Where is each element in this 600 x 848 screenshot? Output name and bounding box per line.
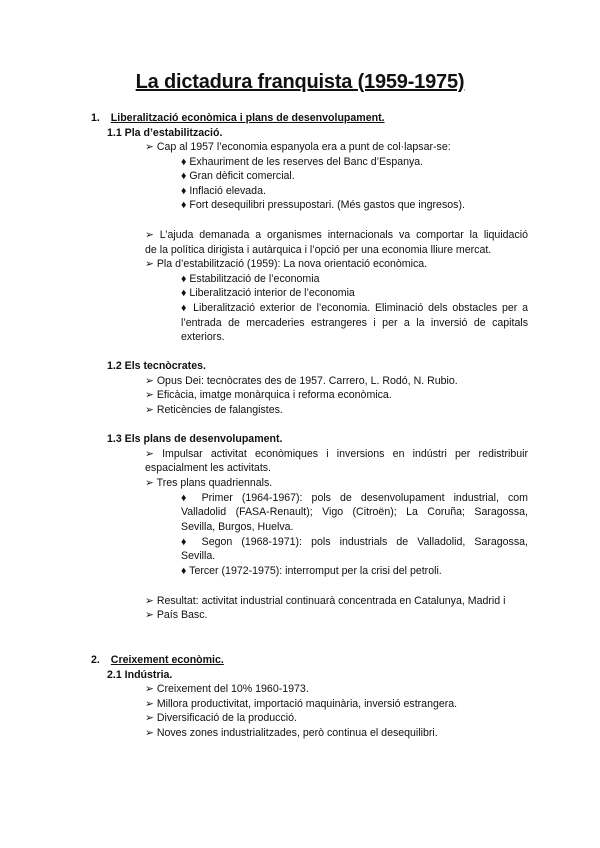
bullet-international-aid-line2: de la política dirigista i autàrquica i l’opció per una economia lliure mercat. bbox=[145, 244, 492, 256]
bullet-international-aid-line1: ➢ L’ajuda demanada a organismes internacionals va comportar la liquidació bbox=[145, 229, 528, 241]
sub-bullet: ♦ Tercer (1972-1975): interromput per la crisi del petroli. bbox=[181, 565, 442, 577]
bullet: ➢ Reticències de falangistes. bbox=[145, 404, 283, 416]
sub-bullet: ♦ Inflació elevada. bbox=[181, 185, 266, 197]
subsection-2-1-heading: 2.1 Indústria. bbox=[107, 669, 173, 681]
bullet: ➢ Diversificació de la producció. bbox=[145, 712, 297, 724]
sub-bullet: ♦ Gran dèficit comercial. bbox=[181, 170, 295, 182]
section-2-number: 2. bbox=[91, 654, 100, 666]
sub-bullet-line2: Valladolid (FASA-Renault); Vigo (Citroën); La Coruña; Saragossa, bbox=[181, 506, 528, 518]
sub-bullet: ♦ Estabilització de l’economia bbox=[181, 273, 320, 285]
subsection-1-3-heading: 1.3 Els plans de desenvolupament. bbox=[107, 433, 283, 445]
bullet: ➢ Noves zones industrialitzades, però continua el desequilibri. bbox=[145, 727, 438, 739]
bullet-line2: espacialment les activitats. bbox=[145, 462, 272, 474]
sub-bullet-line2: Sevilla. bbox=[181, 550, 216, 562]
bullet-stabilization-plan: ➢ Pla d’estabilització (1959): La nova orientació econòmica. bbox=[145, 258, 428, 270]
bullet: ➢ Eficàcia, imatge monàrquica i reforma econòmica. bbox=[145, 389, 392, 401]
bullet: ➢ Creixement del 10% 1960-1973. bbox=[145, 683, 309, 695]
section-2-title: Creixement econòmic. bbox=[110, 654, 224, 666]
section-1-title: Liberalització econòmica i plans de desenvolupament. bbox=[110, 112, 385, 124]
sub-bullet-line3: exteriors. bbox=[181, 331, 225, 343]
sub-bullet-line1: ♦ Primer (1964-1967): pols de desenvolupament industrial, com bbox=[181, 492, 528, 504]
subsection-1-1-heading: 1.1 Pla d’estabilització. bbox=[107, 127, 223, 139]
sub-bullet-line3: Sevilla, Burgos, Huelva. bbox=[181, 521, 294, 533]
sub-bullet: ♦ Fort desequilibri pressupostari. (Més gastos que ingresos). bbox=[181, 199, 465, 211]
sub-bullet: ♦ Liberalització interior de l’economia bbox=[181, 287, 355, 299]
section-1-heading bbox=[91, 111, 385, 126]
bullet: ➢ Tres plans quadriennals. bbox=[145, 477, 273, 489]
bullet: ➢ Millora productivitat, importació maquinària, inversió estrangera. bbox=[145, 698, 458, 710]
page-title: La dictadura franquista (1959-1975) bbox=[135, 71, 465, 93]
sub-bullet-line2: l’entrada de mercaderies estrangeres i per a la inversió de capitals bbox=[181, 317, 528, 329]
bullet-economy-collapse: ➢ Cap al 1957 l’economia espanyola era a punt de col·lapsar-se: bbox=[145, 141, 451, 153]
bullet-line1: ➢ Impulsar activitat econòmiques i inversions en indústri per redistribuir bbox=[145, 448, 528, 460]
section-2-heading bbox=[91, 653, 224, 668]
bullet: ➢ País Basc. bbox=[145, 609, 208, 621]
section-1-number: 1. bbox=[91, 112, 100, 124]
bullet: ➢ Opus Dei: tecnòcrates des de 1957. Carrero, L. Rodó, N. Rubio. bbox=[145, 375, 458, 387]
sub-bullet-line1: ♦ Liberalització exterior de l’economia. Eliminació dels obstacles per a bbox=[181, 302, 528, 314]
bullet: ➢ Resultat: activitat industrial continuarà concentrada en Catalunya, Madrid i bbox=[145, 595, 506, 607]
subsection-1-2-heading: 1.2 Els tecnòcrates. bbox=[107, 360, 206, 372]
sub-bullet-line1: ♦ Segon (1968-1971): pols industrials de Valladolid, Saragossa, bbox=[181, 536, 528, 548]
sub-bullet: ♦ Exhauriment de les reserves del Banc d’Espanya. bbox=[181, 156, 424, 168]
